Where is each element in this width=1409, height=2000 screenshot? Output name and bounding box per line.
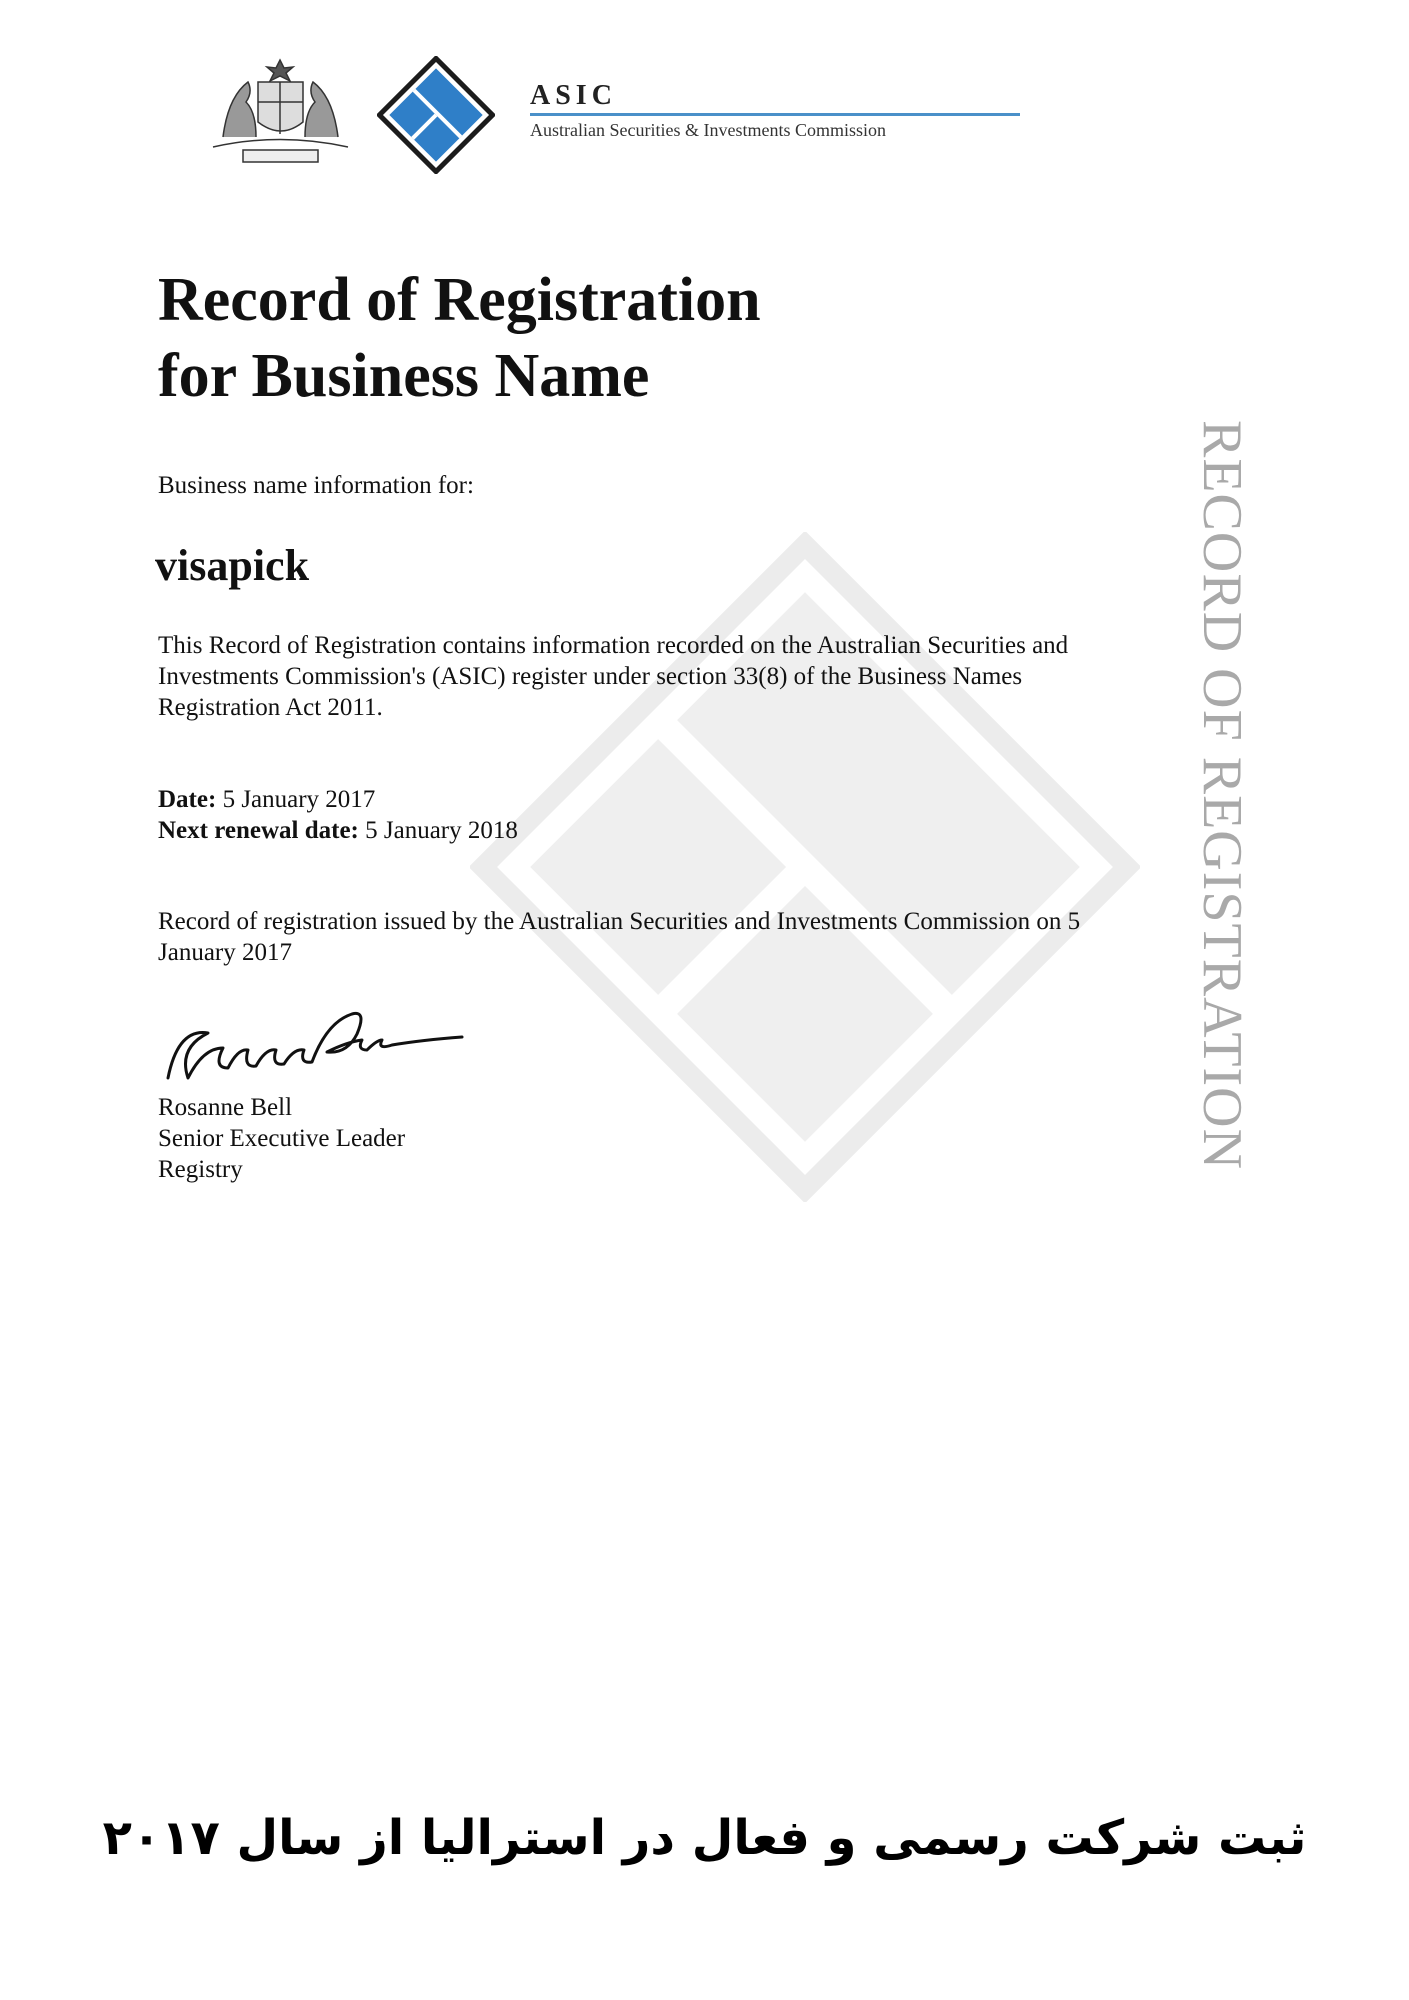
- renewal-label: Next renewal date:: [158, 817, 359, 844]
- business-name: visapick: [155, 541, 310, 590]
- signer-unit: Registry: [158, 1156, 243, 1183]
- side-banner-text: RECORD OF REGISTRATION: [1191, 420, 1253, 1171]
- footer-caption: ثبت شرکت رسمی و فعال در استرالیا از سال ۲۰۱۷: [102, 1810, 1307, 1866]
- date-value: 5 January 2017: [222, 786, 376, 813]
- date-label: Date:: [158, 786, 217, 813]
- dates-block: [158, 784, 518, 846]
- asic-wordmark: ASIC: [530, 80, 617, 111]
- coat-of-arms-icon: [203, 52, 358, 170]
- info-label: Business name information for:: [158, 472, 474, 499]
- asic-full-name: Australian Securities & Investments Commission: [530, 120, 886, 140]
- renewal-value: 5 January 2018: [365, 817, 518, 844]
- title-line-1: Record of Registration: [158, 266, 761, 334]
- asic-logo-icon: [377, 56, 495, 174]
- signer-name: Rosanne Bell: [158, 1094, 293, 1121]
- signer-block: [158, 1092, 405, 1185]
- renewal-line: [158, 815, 518, 846]
- date-line: [158, 784, 518, 815]
- issued-statement: Record of registration issued by the Australian Securities and Investments Commission on 5 January 2017: [158, 908, 1081, 966]
- description-paragraph: This Record of Registration contains information recorded on the Australian Securities and Investments Commission's (ASIC) register under section 33(8) of the Business Names Registration Act 2011.: [158, 632, 1069, 721]
- signer-title: Senior Executive Leader: [158, 1125, 406, 1152]
- document-title: [158, 262, 761, 414]
- title-line-2: for Business Name: [158, 342, 650, 410]
- header-rule: [530, 113, 1020, 116]
- handwritten-signature: [158, 1000, 548, 1100]
